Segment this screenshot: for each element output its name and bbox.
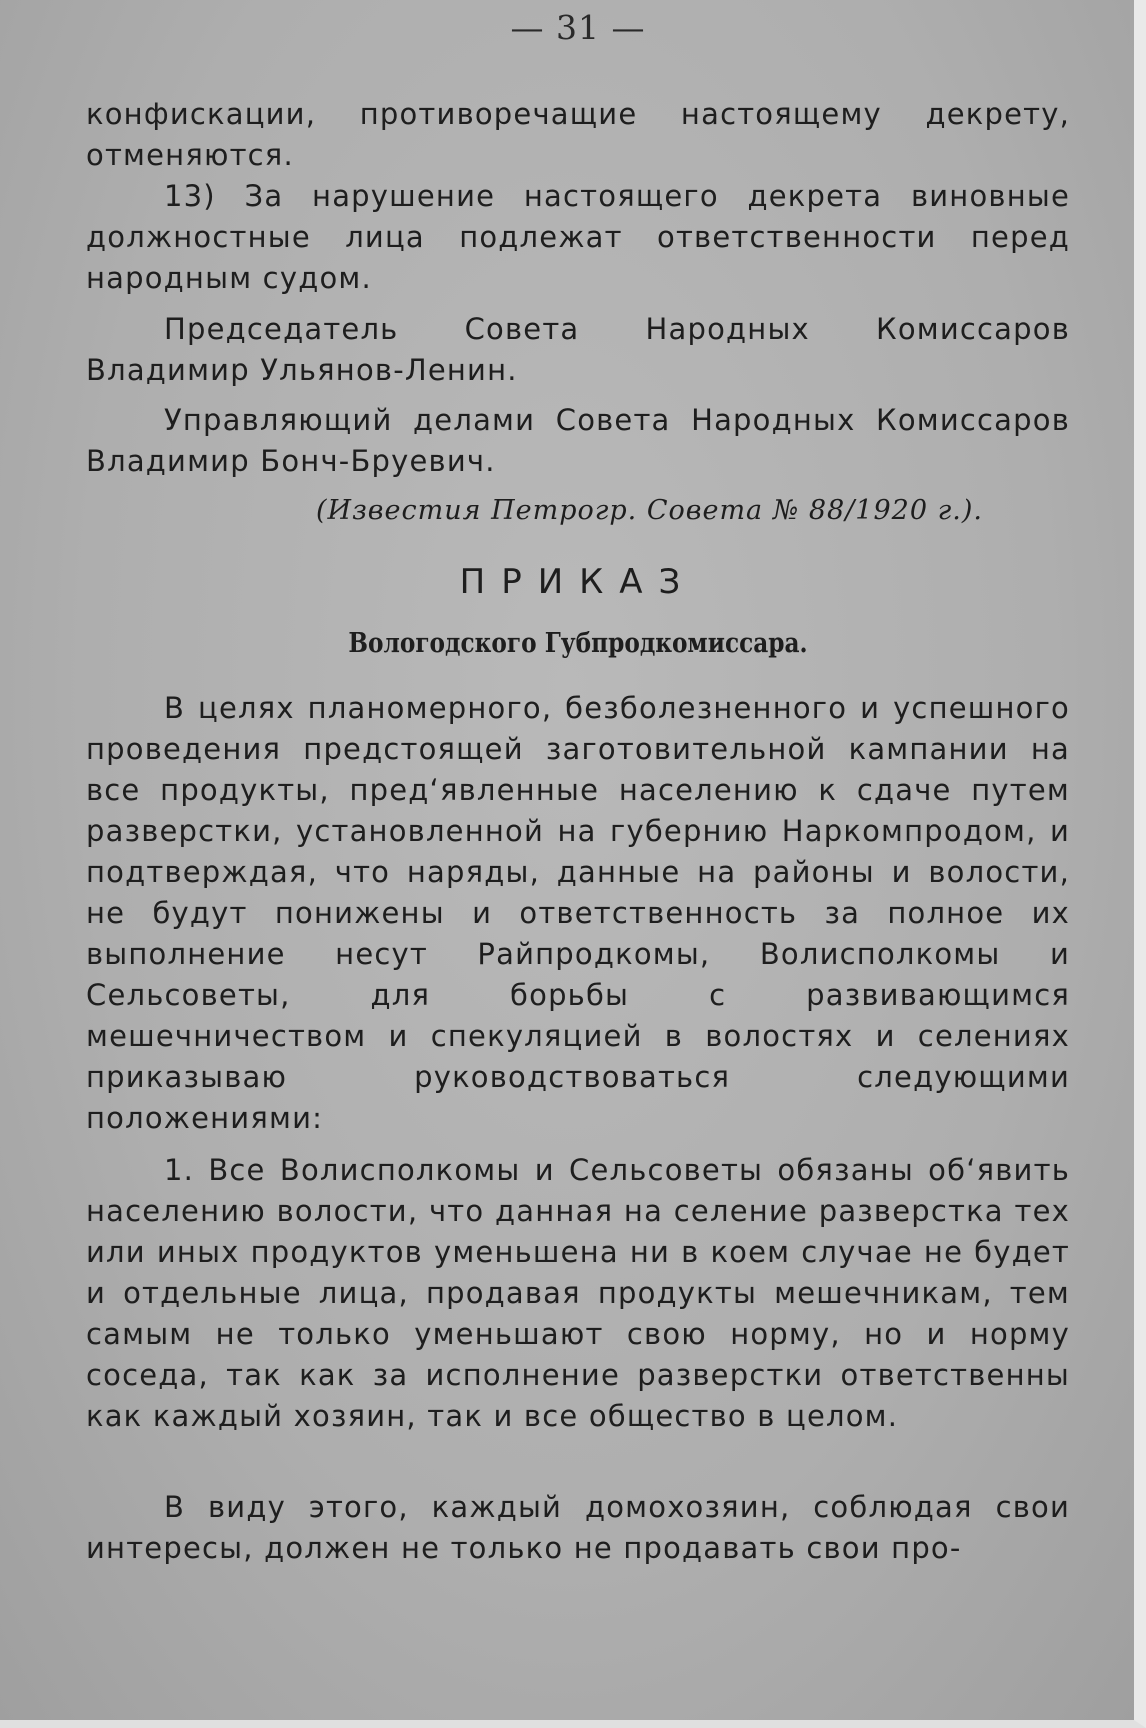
signature-manager: Управляющий делами Совета Народных Комиссаров Владимир Бонч-Бруевич. [86,403,1070,478]
source-citation: (Известия Петрогр. Совета № 88/1920 г.). [316,495,983,526]
signature-chairman: Председатель Совета Народных Комиссаров Владимир Ульянов-Ленин. [86,312,1070,387]
paragraph-continuation: конфискации, противоречащие настоящему декрету, отменяются. [86,97,1070,172]
paragraph-intro: В целях планомерного, безболезненного и успешного проведения предстоящей заготовительной кампании на все продукты, пред‘явленные населению к сдаче путем разверстки, установленной на губернию Наркомпродом, и подтверждая, что наряды, данные на районы и волости, не будут понижены и ответственность за полное их выполнение несут Райпродкомы, Волисполкомы и Сельсоветы, для борьбы с развивающимся мешечничеством и спекуляцией в волостях и селениях приказываю руководствоваться следующими положениями: [86,691,1070,1135]
page-number: — 31 — [510,8,646,47]
order-title: ПРИКАЗ [459,562,697,602]
order-subtitle: Вологодского Губпродкомиссара. [348,628,808,659]
paragraph-point-1: 1. Все Волисполкомы и Сельсоветы обязаны об‘явить населению волости, что данная на селение разверстка тех или иных продуктов уменьшена ни в коем случае не будет и отдельные лица, продавая продукты мешечникам, тем самым не только уменьшают свою норму, но и норму соседа, так как за исполнение разверстки ответственны как каждый хозяин, так и все общество в целом. [86,1153,1070,1433]
paragraph-13: 13) За нарушение настоящего декрета виновные должностные лица подлежат ответственности перед народным судом. [86,179,1070,295]
paragraph-continued: В виду этого, каждый домохозяин, соблюдая свои интересы, должен не только не продавать свои про- [86,1490,1070,1565]
